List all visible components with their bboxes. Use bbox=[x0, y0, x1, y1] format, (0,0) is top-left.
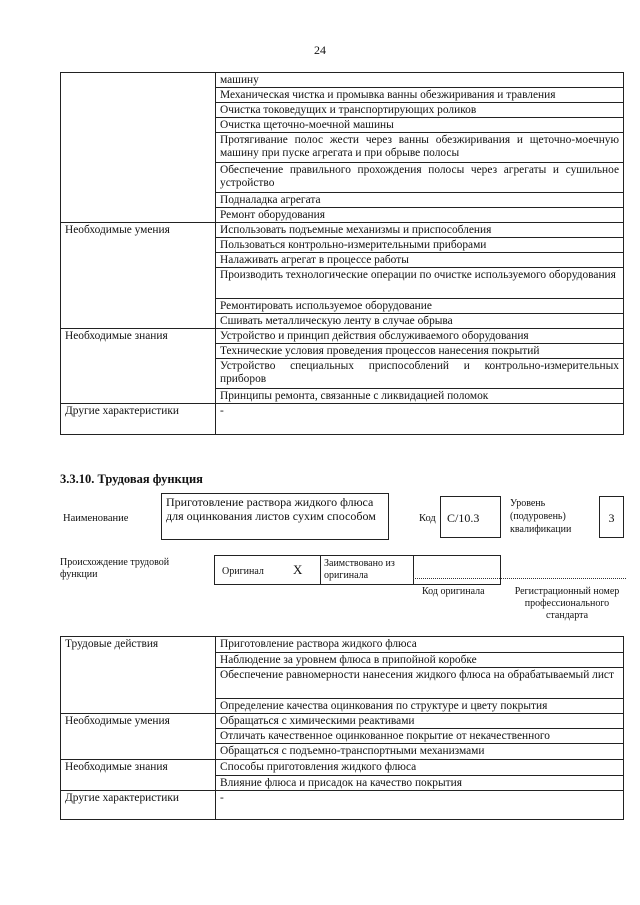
list-item: Производить технологические операции по очистке используемого оборудования bbox=[216, 268, 624, 299]
table-row bbox=[61, 223, 624, 238]
table-row bbox=[61, 637, 624, 653]
list-item: Налаживать агрегат в процессе работы bbox=[216, 253, 624, 268]
list-item: Подналадка агрегата bbox=[216, 193, 624, 208]
list-item: машину bbox=[216, 73, 624, 88]
row-label: Трудовые действия bbox=[61, 637, 216, 714]
table-row bbox=[61, 329, 624, 344]
list-item: Пользоваться контрольно-измерительными приборами bbox=[216, 238, 624, 253]
origin-label: Происхождение трудовой функции bbox=[60, 557, 170, 580]
original-mark: X bbox=[293, 562, 303, 577]
table-row bbox=[61, 404, 624, 435]
list-item: Использовать подъемные механизмы и приспособления bbox=[216, 223, 624, 238]
borrowed-label: Заимствовано из оригинала bbox=[324, 558, 395, 581]
list-item: - bbox=[216, 404, 624, 435]
list-item: Определение качества оцинкования по структуре и цвету покрытия bbox=[216, 699, 624, 714]
row-label: Необходимые знания bbox=[61, 760, 216, 791]
list-item: Способы приготовления жидкого флюса bbox=[216, 760, 624, 776]
list-item: Обращаться с подъемно-транспортными механизмами bbox=[216, 744, 624, 760]
name-label: Наименование bbox=[63, 513, 129, 524]
level-value: 3 bbox=[608, 511, 615, 525]
function-name: Приготовление раствора жидкого флюса для оцинкования листов сухим способом bbox=[166, 495, 376, 523]
divider bbox=[500, 555, 501, 584]
row-label: Другие характеристики bbox=[61, 404, 216, 435]
row-label: Необходимые знания bbox=[61, 329, 216, 404]
list-item: Технические условия проведения процессов нанесения покрытий bbox=[216, 344, 624, 359]
list-item: Протягивание полос жести через ванны обезжиривания и щеточно-моечную машину при пуске агрегата и при обрыве полосы bbox=[216, 133, 624, 163]
list-item: - bbox=[216, 791, 624, 820]
list-item: Ремонт оборудования bbox=[216, 208, 624, 223]
list-item: Ремонтировать используемое оборудование bbox=[216, 299, 624, 314]
list-item: Наблюдение за уровнем флюса в припойной коробке bbox=[216, 653, 624, 668]
divider bbox=[320, 555, 321, 584]
list-item: Принципы ремонта, связанные с ликвидацией поломок bbox=[216, 389, 624, 404]
section-heading: 3.3.10. Трудовая функция bbox=[60, 472, 203, 486]
competency-table-1 bbox=[60, 72, 624, 435]
page-number: 24 bbox=[314, 43, 326, 57]
row-label bbox=[61, 73, 216, 223]
function-name-box bbox=[161, 493, 389, 540]
list-item: Приготовление раствора жидкого флюса bbox=[216, 637, 624, 653]
code-label: Код bbox=[419, 513, 436, 524]
table-row bbox=[61, 73, 624, 88]
registration-label: Регистрационный номер профессионального стандарта bbox=[514, 586, 620, 621]
code-value: C/10.3 bbox=[447, 511, 480, 525]
list-item: Механическая чистка и промывка ванны обезжиривания и травления bbox=[216, 88, 624, 103]
competency-table-2 bbox=[60, 636, 624, 820]
level-label: Уровень (подуровень) квалификации bbox=[510, 498, 572, 535]
code-box bbox=[440, 496, 501, 538]
level-box bbox=[599, 496, 624, 538]
list-item: Очистка щеточно-моечной машины bbox=[216, 118, 624, 133]
dotted-rule bbox=[413, 578, 626, 579]
list-item: Влияние флюса и присадок на качество покрытия bbox=[216, 776, 624, 791]
list-item: Обеспечение правильного прохождения полосы через агрегаты и сушильное устройство bbox=[216, 163, 624, 193]
original-label: Оригинал bbox=[222, 566, 264, 577]
divider bbox=[413, 555, 414, 584]
row-label: Необходимые умения bbox=[61, 714, 216, 760]
list-item: Обращаться с химическими реактивами bbox=[216, 714, 624, 729]
list-item: Сшивать металлическую ленту в случае обрыва bbox=[216, 314, 624, 329]
row-label: Необходимые умения bbox=[61, 223, 216, 329]
list-item: Отличать качественное оцинкованное покрытие от некачественного bbox=[216, 729, 624, 744]
list-item: Устройство и принцип действия обслуживаемого оборудования bbox=[216, 329, 624, 344]
table-row bbox=[61, 714, 624, 729]
list-item: Очистка токоведущих и транспортирующих роликов bbox=[216, 103, 624, 118]
row-label: Другие характеристики bbox=[61, 791, 216, 820]
table-row bbox=[61, 791, 624, 820]
code-original-label: Код оригинала bbox=[422, 586, 485, 597]
list-item: Устройство специальных приспособлений и контрольно-измерительных приборов bbox=[216, 359, 624, 389]
list-item: Обеспечение равномерности нанесения жидкого флюса на обрабатываемый лист bbox=[216, 668, 624, 699]
table-row bbox=[61, 760, 624, 776]
